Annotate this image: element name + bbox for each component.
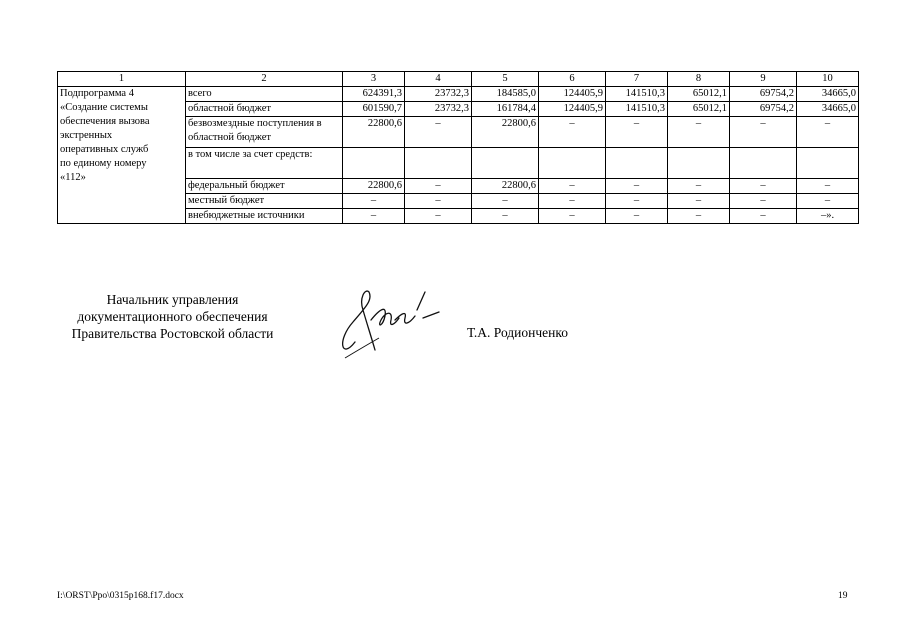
value-cell [539, 148, 606, 179]
value-cell: – [606, 117, 668, 148]
value-cell: – [343, 194, 405, 209]
value-cell: 22800,6 [472, 117, 539, 148]
value-cell: 69754,2 [730, 102, 797, 117]
value-cell: 141510,3 [606, 87, 668, 102]
value-cell: – [668, 209, 730, 224]
subprogram-cell [58, 87, 186, 224]
value-cell: – [606, 179, 668, 194]
value-cell: –». [797, 209, 859, 224]
subprogram-line: по единому номеру [60, 158, 147, 169]
source-label: всего [186, 87, 343, 102]
header-cell: 10 [797, 72, 859, 87]
header-cell: 4 [405, 72, 472, 87]
source-label: федеральный бюджет [186, 179, 343, 194]
header-cell: 3 [343, 72, 405, 87]
header-cell: 9 [730, 72, 797, 87]
source-label: местный бюджет [186, 194, 343, 209]
position-line: документационного обеспечения [77, 309, 268, 324]
value-cell: 65012,1 [668, 87, 730, 102]
value-cell: 184585,0 [472, 87, 539, 102]
value-cell: 22800,6 [472, 179, 539, 194]
value-cell: – [405, 194, 472, 209]
handwritten-signature [335, 280, 445, 365]
source-label: областной бюджет [186, 102, 343, 117]
value-cell [472, 148, 539, 179]
value-cell: – [668, 117, 730, 148]
subprogram-line: Подпрограмма 4 [60, 88, 134, 99]
value-cell: – [668, 179, 730, 194]
value-cell [405, 148, 472, 179]
value-cell: 23732,3 [405, 102, 472, 117]
value-cell: 65012,1 [668, 102, 730, 117]
value-cell: 23732,3 [405, 87, 472, 102]
value-cell: 22800,6 [343, 179, 405, 194]
signatory-position [55, 291, 290, 342]
header-cell: 2 [186, 72, 343, 87]
value-cell: 69754,2 [730, 87, 797, 102]
value-cell [343, 148, 405, 179]
value-cell: – [668, 194, 730, 209]
value-cell: 124405,9 [539, 87, 606, 102]
header-cell: 7 [606, 72, 668, 87]
value-cell: 34665,0 [797, 102, 859, 117]
value-cell: – [405, 179, 472, 194]
value-cell: – [606, 209, 668, 224]
header-cell: 5 [472, 72, 539, 87]
value-cell: – [539, 117, 606, 148]
value-cell: 124405,9 [539, 102, 606, 117]
page-number: 19 [838, 591, 848, 601]
value-cell [797, 148, 859, 179]
value-cell [668, 148, 730, 179]
value-cell: – [730, 209, 797, 224]
value-cell: 34665,0 [797, 87, 859, 102]
value-cell: 624391,3 [343, 87, 405, 102]
source-label: внебюджетные источники [186, 209, 343, 224]
value-cell: – [539, 209, 606, 224]
source-label: в том числе за счет средств: [186, 148, 343, 179]
subprogram-line: «Создание системы [60, 102, 148, 113]
position-line: Правительства Ростовской области [71, 326, 274, 341]
subprogram-line: оперативных служб [60, 144, 149, 155]
position-line: Начальник управления [106, 292, 239, 307]
value-cell: – [606, 194, 668, 209]
source-label: безвозмездные поступления в областной бюджет [186, 117, 343, 148]
value-cell: 161784,4 [472, 102, 539, 117]
header-cell: 1 [58, 72, 186, 87]
value-cell: – [405, 209, 472, 224]
signer-name: Т.А. Родионченко [467, 325, 568, 340]
value-cell: – [797, 179, 859, 194]
value-cell: – [472, 194, 539, 209]
file-path: I:\ORST\Ppo\0315p168.f17.docx [57, 591, 184, 601]
value-cell: 141510,3 [606, 102, 668, 117]
subprogram-line: экстренных [60, 130, 113, 141]
value-cell: 601590,7 [343, 102, 405, 117]
value-cell: – [539, 179, 606, 194]
value-cell: – [730, 117, 797, 148]
value-cell: – [730, 194, 797, 209]
value-cell: – [405, 117, 472, 148]
value-cell: 22800,6 [343, 117, 405, 148]
table-row [58, 87, 859, 102]
subprogram-line: «112» [60, 172, 86, 183]
header-cell: 8 [668, 72, 730, 87]
value-cell: – [539, 194, 606, 209]
value-cell: – [730, 179, 797, 194]
header-row [58, 72, 859, 87]
subprogram-line: обеспечения вызова [60, 116, 150, 127]
value-cell: – [797, 194, 859, 209]
value-cell [730, 148, 797, 179]
budget-table [57, 71, 859, 224]
value-cell [606, 148, 668, 179]
value-cell: – [343, 209, 405, 224]
value-cell: – [797, 117, 859, 148]
header-cell: 6 [539, 72, 606, 87]
value-cell: – [472, 209, 539, 224]
